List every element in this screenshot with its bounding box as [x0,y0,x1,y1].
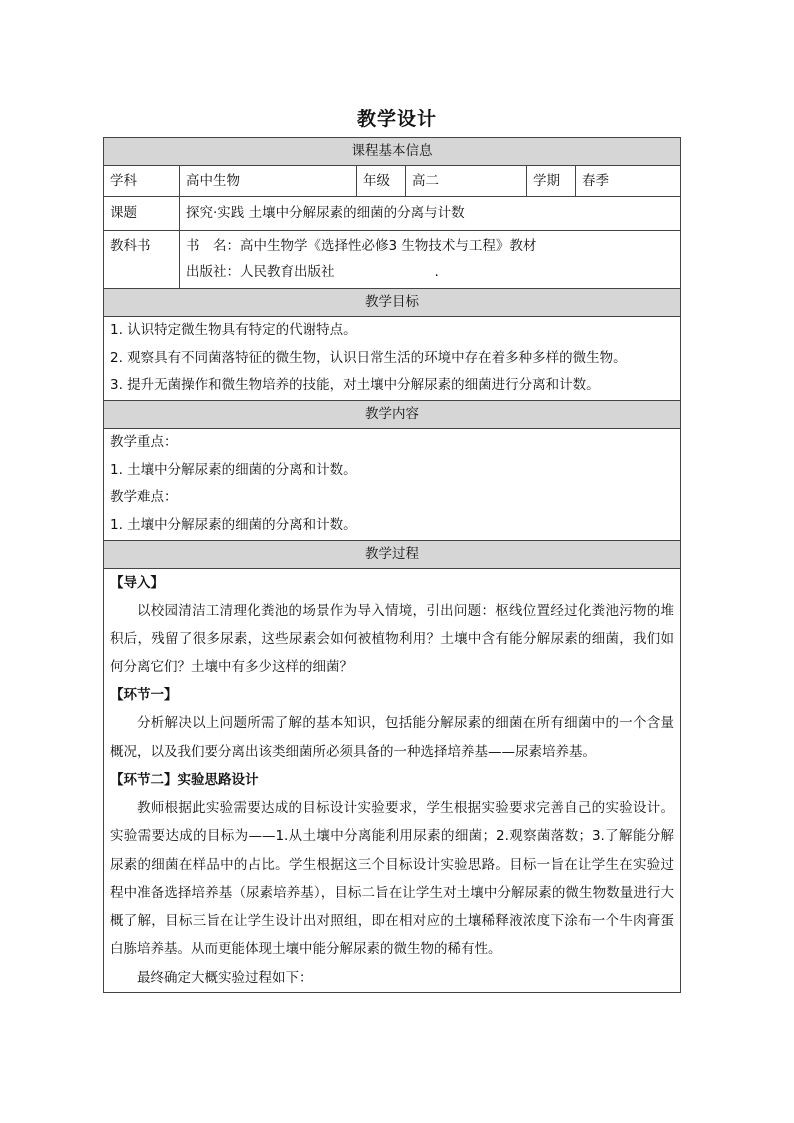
subject-label: 学科 [104,166,180,197]
intro-text: 以校园清洁工清理化粪池的场景作为导入情境，引出问题：枢线位置经过化粪池污物的堆积后，残留了很多尿素，这些尿素会如何被植物利用？土壤中含有能分解尿素的细菌，我们如何分离它们？土壤中有多少这样的细菌？ [110,602,675,676]
step2-title: 【环节二】实验思路设计 [110,771,259,788]
basic-info-header: 课程基本信息 [104,138,681,166]
final-text: 最终确定大概实验过程如下： [137,969,313,986]
step2-text: 教师根据此实验需要达成的目标设计实验要求，学生根据实验要求完善自己的实验设计。实验需要达成的目标为——1.从土壤中分离能利用尿素的细菌；2.观察菌落数；3.了解能分解尿素的细菌在样品中的占比。学生根据这三个目标设计实验思路。目标一旨在让学生在实验过程中准备选择培养基（尿素培养基），目标二旨在让学生对土壤中分解尿素的微生物数量进行大概了解，目标三旨在让学生设计出对照组，即在相对应的土壤稀释液浓度下涂布一个牛肉膏蛋白胨培养基。从而更能体现土壤中能分解尿素的微生物的稀有性。 [110,799,675,958]
goals-list [104,317,681,401]
content-body [104,428,681,540]
textbook-info [180,231,681,289]
topic-value: 探究·实践 土壤中分解尿素的细菌的分离与计数 [180,197,681,231]
step1-text: 分析解决以上问题所需了解的基本知识，包括能分解尿素的细菌在所有细菌中的一个含量概况，以及我们要分离出该类细菌所必须具备的一种选择培养基——尿素培养基。 [110,715,675,760]
page-title: 教学设计 [356,108,437,130]
difficulty-label: 教学难点： [110,489,178,505]
process-body [104,568,681,993]
grade-value: 高二 [406,166,527,197]
intro-title: 【导入】 [110,574,164,591]
step1-title: 【环节一】 [110,687,178,704]
goal-item-1: 1. 认识特定微生物具有特定的代谢特点。 [110,322,357,338]
grade-label: 年级 [357,166,406,197]
textbook-label: 教科书 [104,231,180,289]
textbook-publisher: 出版社：人民教育出版社 [186,264,335,280]
subject-value: 高中生物 [180,166,357,197]
textbook-publisher-line [186,259,674,285]
goals-header: 教学目标 [104,289,681,317]
term-value: 春季 [576,166,681,197]
goal-item-2: 2. 观察具有不同菌落特征的微生物，认识日常生活的环境中存在着多种多样的微生物。 [110,349,627,366]
difficulty-item: 1. 土壤中分解尿素的细菌的分离和计数。 [110,516,357,533]
process-header: 教学过程 [104,540,681,568]
topic-label: 课题 [104,197,180,231]
term-label: 学期 [527,166,576,197]
content-header: 教学内容 [104,400,681,428]
key-point-item: 1. 土壤中分解尿素的细菌的分离和计数。 [110,461,357,478]
key-points-label: 教学重点： [110,434,178,450]
textbook-name: 书 名：高中生物学《选择性必修3 生物技术与工程》教材 [186,238,537,254]
textbook-dot: . [434,264,439,280]
goal-item-3: 3. 提升无菌操作和微生物培养的技能，对土壤中分解尿素的细菌进行分离和计数。 [110,377,600,393]
lesson-plan-table [103,137,681,993]
